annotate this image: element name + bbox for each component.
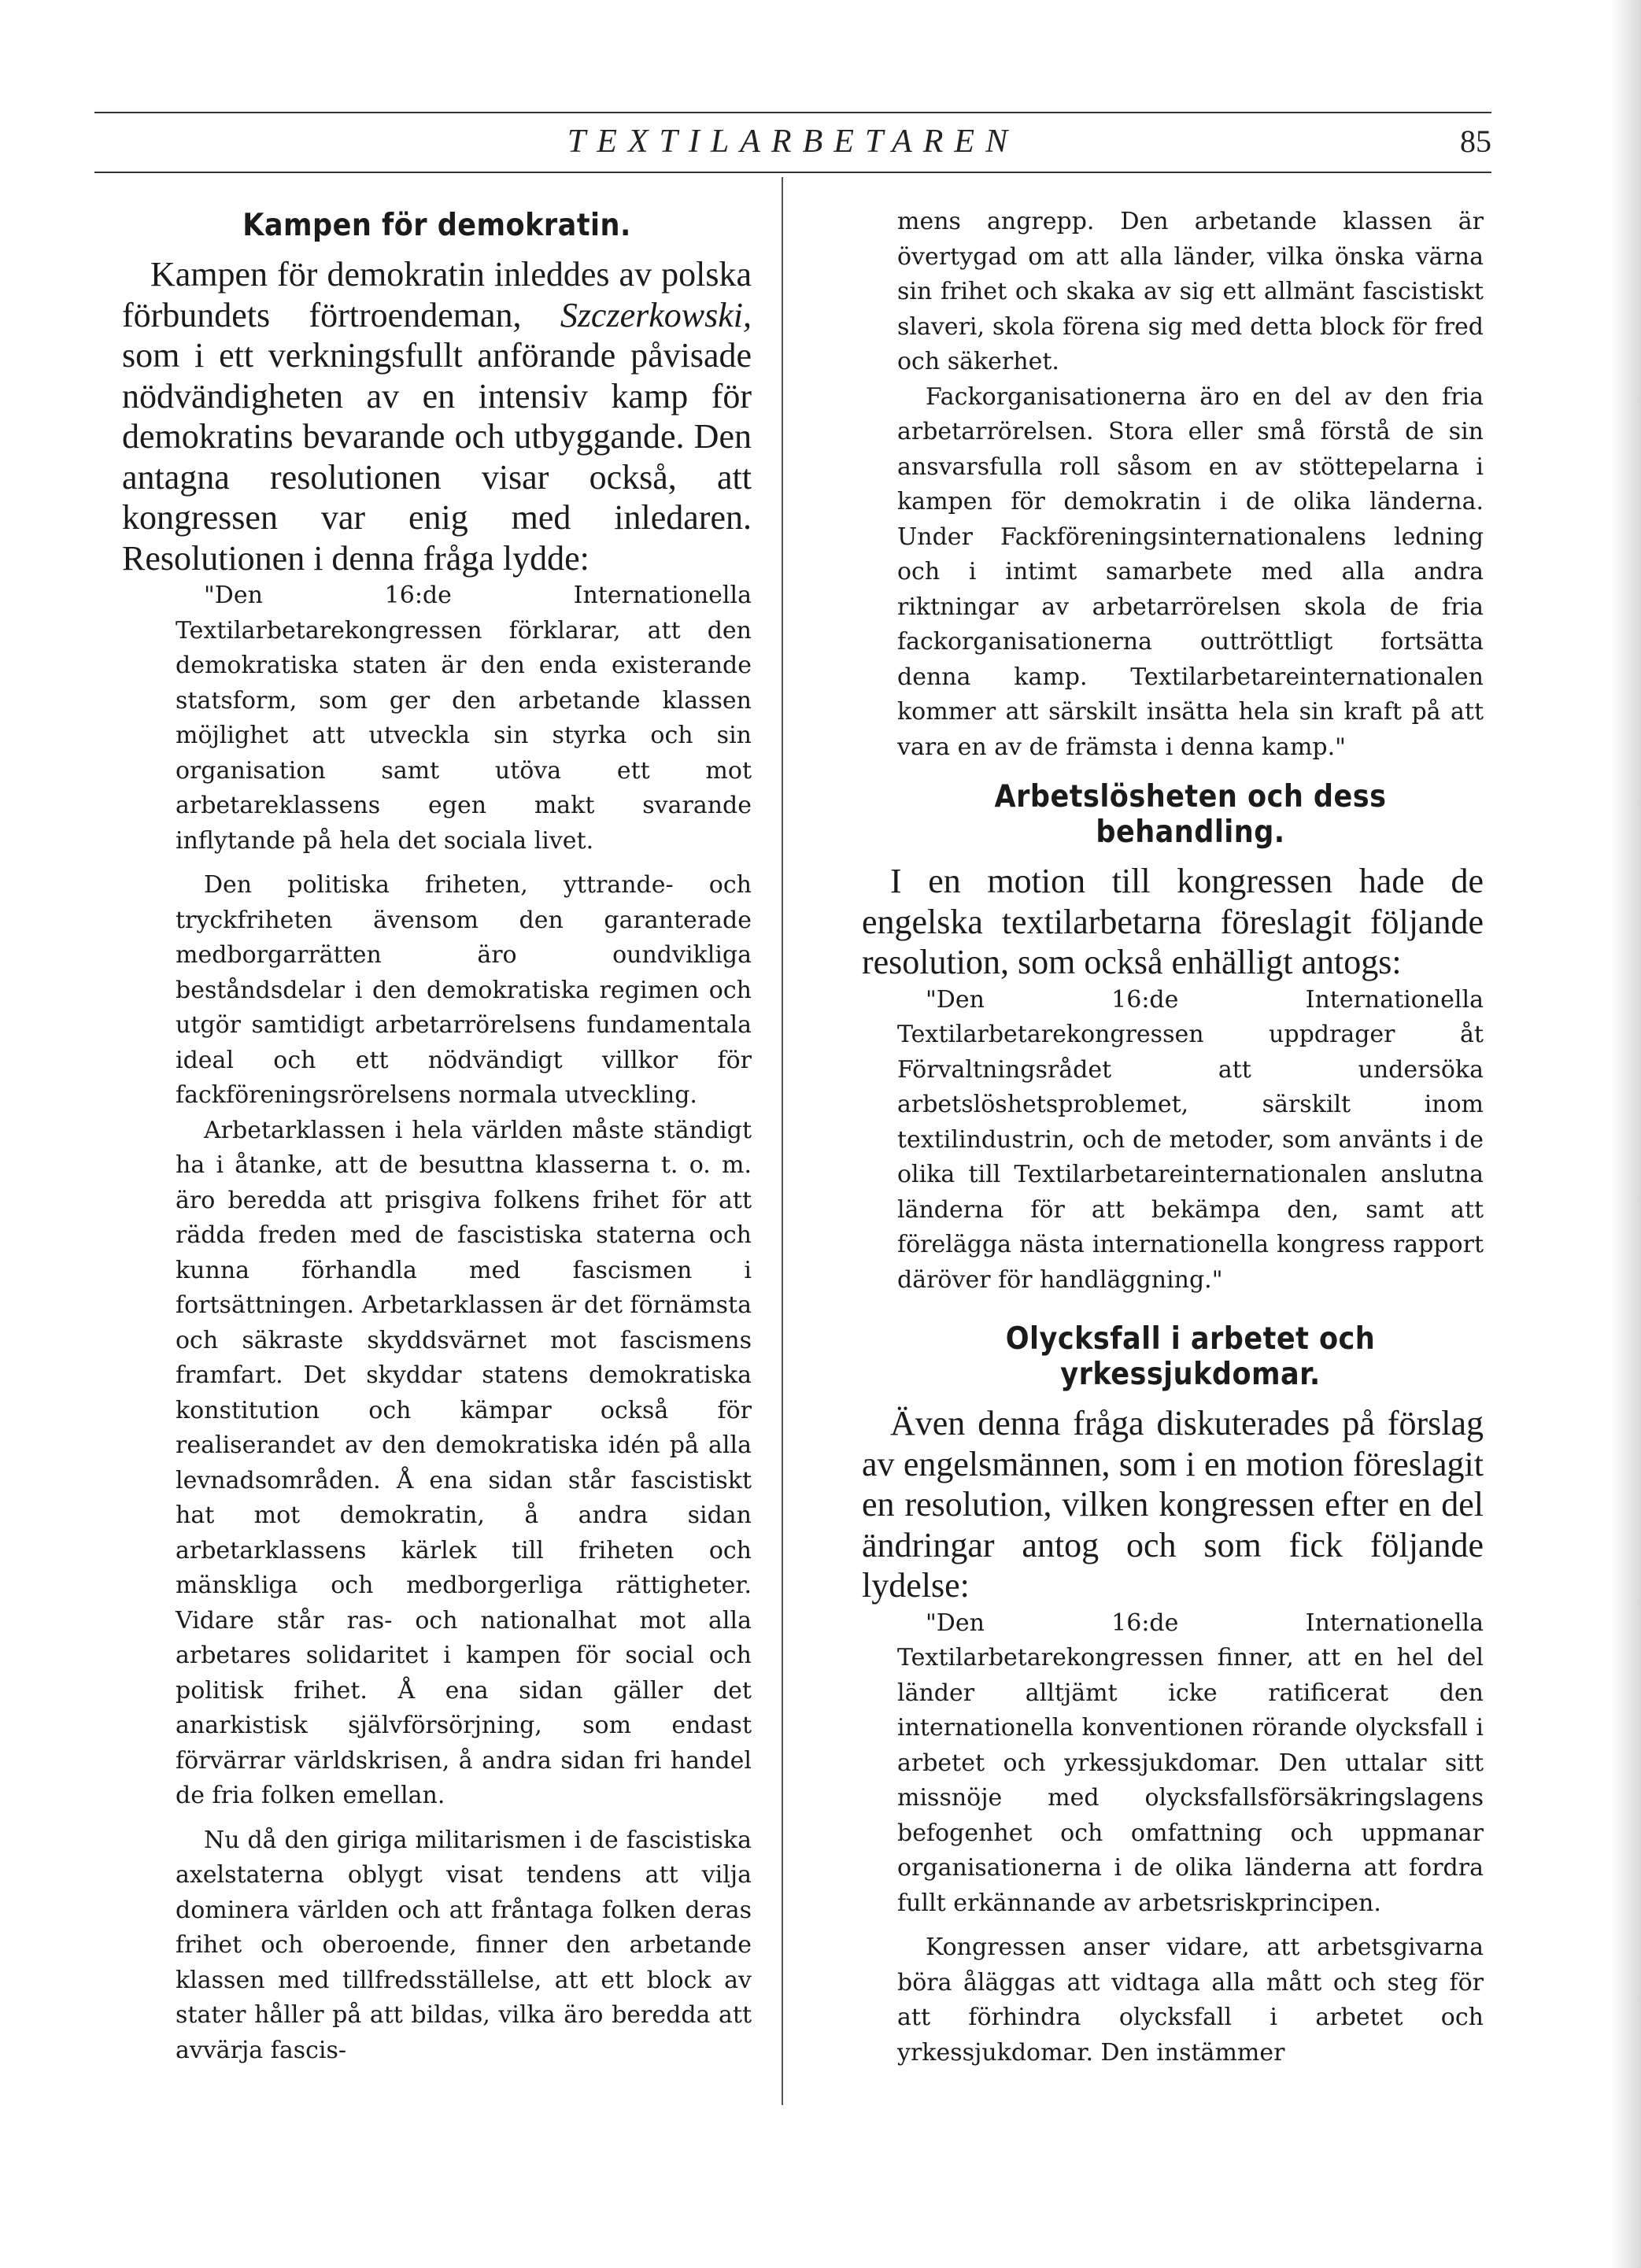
lead-paragraph-democracy	[122, 254, 752, 578]
lead-text-end: som i ett verkningsfullt anförande påvisade nödvändigheten av en intensiv kamp för demokratins bevarande och utbyggande. Den antagna resolutionen visar också, att kongressen var enig med inledaren. Resolutionen i denna fråga lydde:	[122, 336, 752, 578]
resolution-paragraph-continued: mens angrepp. Den arbetande klassen är övertygad om att alla länder, vilka önska värna sin frihet och skaka av sig ett allmänt fascistiskt slaveri, skola förena sig med detta block för fred och säkerhet.	[897, 208, 1484, 375]
header-rule-bottom	[94, 172, 1491, 173]
resolution-paragraph: Fackorganisationerna äro en del av den fria arbetarrörelsen. Stora eller små förstå de sin ansvarsfulla roll såsom en av stöttepelarna i kampen för demokratin i de olika länderna. Under Fackföreningsinternationalens ledning och i intimt samarbete med alla andra riktningar av arbetarrörelsen skola de fria fackorganisationerna outtröttligt fortsätta denna kamp. Textilarbetareinternationalen kommer att särskilt insätta hela sin kraft på att vara en av de främsta i denna kamp."	[897, 382, 1484, 761]
resolution-paragraph: Kongressen anser vidare, att arbetsgivarna böra åläggas att vidtaga alla mått och steg för att förhindra olycksfall i arbetet och yrkessjukdomar. Den instämmer	[897, 1934, 1484, 2067]
resolution-paragraph: Nu då den giriga militarismen i de fascistiska axelstaterna oblygt visat tendens att vilja dominera världen och att fråntaga folken deras frihet och oberoende, finner den arbetande klassen med tillfredsställelse, att ett block av stater håller på att bildas, vilka äro beredda att avvärja fascis-	[176, 1826, 752, 2064]
lead-paragraph-unemployment: I en motion till kongressen hade de engelska textilarbetarna föreslagit följande resolution, som också enhälligt antogs:	[862, 862, 1484, 981]
column-divider	[782, 177, 783, 2105]
page-number: 85	[1460, 124, 1491, 159]
journal-title: TEXTILARBETAREN	[567, 124, 1019, 160]
section-heading-democracy: Kampen för demokratin.	[242, 208, 631, 243]
person-name: Szczerkowski,	[560, 295, 752, 334]
resolution-quote-democracy	[122, 578, 752, 2068]
lead-paragraph-accidents: Även denna fråga diskuterades på förslag av engelsmännen, som i en motion föreslagit en resolution, vilken kongressen efter en del ändringar antog och som fick följande lydelse:	[862, 1404, 1484, 1605]
section-heading-accidents: Olycksfall i arbetet och yrkessjukdomar.	[1005, 1321, 1376, 1392]
resolution-paragraph: Den politiska friheten, yttrande- och tryckfriheten ävensom den garanterade medborgarrätten äro oundvikliga beståndsdelar i den demokratiska regimen och utgör samtidigt arbetarrörelsens fundamentala ideal och ett nödvändigt villkor för fackföreningsrörelsens normala utveckling.	[176, 871, 752, 1109]
header-rule-top	[94, 112, 1491, 113]
resolution-paragraph-accidents: "Den 16:de Internationella Textilarbetarekongressen finner, att en hel del länder alltjämt icke ratificerat den internationella konventionen rörande olycksfall i arbetet och yrkessjukdomar. Den uttalar sitt missnöje med olycksfallsförsäkringslagens befogenhet och omfattning och uppmanar organisationerna i de olika länderna att fordra fullt erkännande av arbetsriskprincipen.	[897, 1609, 1484, 1917]
resolution-paragraph: "Den 16:de Internationella Textilarbetarekongressen förklarar, att den demokratiska staten är den enda existerande statsform, som ger den arbetande klassen möjlighet att utveckla sin styrka och sin organisation samt utöva ett mot arbetareklassens egen makt svarande inflytande på hela det sociala livet.	[176, 582, 752, 855]
left-column	[122, 203, 752, 2068]
resolution-paragraph-unemployment: "Den 16:de Internationella Textilarbetarekongressen uppdrager åt Förvaltningsrådet att undersöka arbetslöshetsproblemet, särskilt inom textilindustrin, och de metoder, som använts i de olika till Textilarbetareinternationalen anslutna länderna för att bekämpa den, samt att förelägga nästa internationella kongress rapport däröver för handläggning."	[897, 985, 1484, 1294]
running-header	[94, 112, 1491, 176]
right-column	[862, 205, 1484, 2070]
lead-text-start: Kampen för demokratin inleddes av polska förbundets förtroendeman,	[122, 255, 752, 334]
resolution-paragraph: Arbetarklassen i hela världen måste ständigt ha i åtanke, att de besuttna klasserna t. o. m. äro beredda att prisgiva folkens frihet för att rädda freden med de fascistiska staterna och kunna förhandla med fascismen i fortsättningen. Arbetarklassen är det förnämsta och säkraste skyddsvärnet mot fascismens framfart. Det skyddar statens demokratiska konstitution och kämpar också för realiserandet av den demokratiska idén på alla levnadsområden. Å ena sidan står fascistiskt hat mot demokratin, å andra sidan arbetarklassens kärlek till friheten och mänskliga och medborgerliga rättigheter. Vidare står ras- och nationalhat mot alla arbetares solidaritet i kampen för social och politisk frihet. Å ena sidan gäller det anarkistisk självförsörjning, som endast förvärrar världskrisen, å andra sidan fri handel de fria folken emellan.	[176, 1116, 752, 1809]
section-heading-unemployment: Arbetslösheten och dess behandling.	[994, 779, 1387, 850]
page-edge-shadow	[1611, 0, 1641, 2268]
